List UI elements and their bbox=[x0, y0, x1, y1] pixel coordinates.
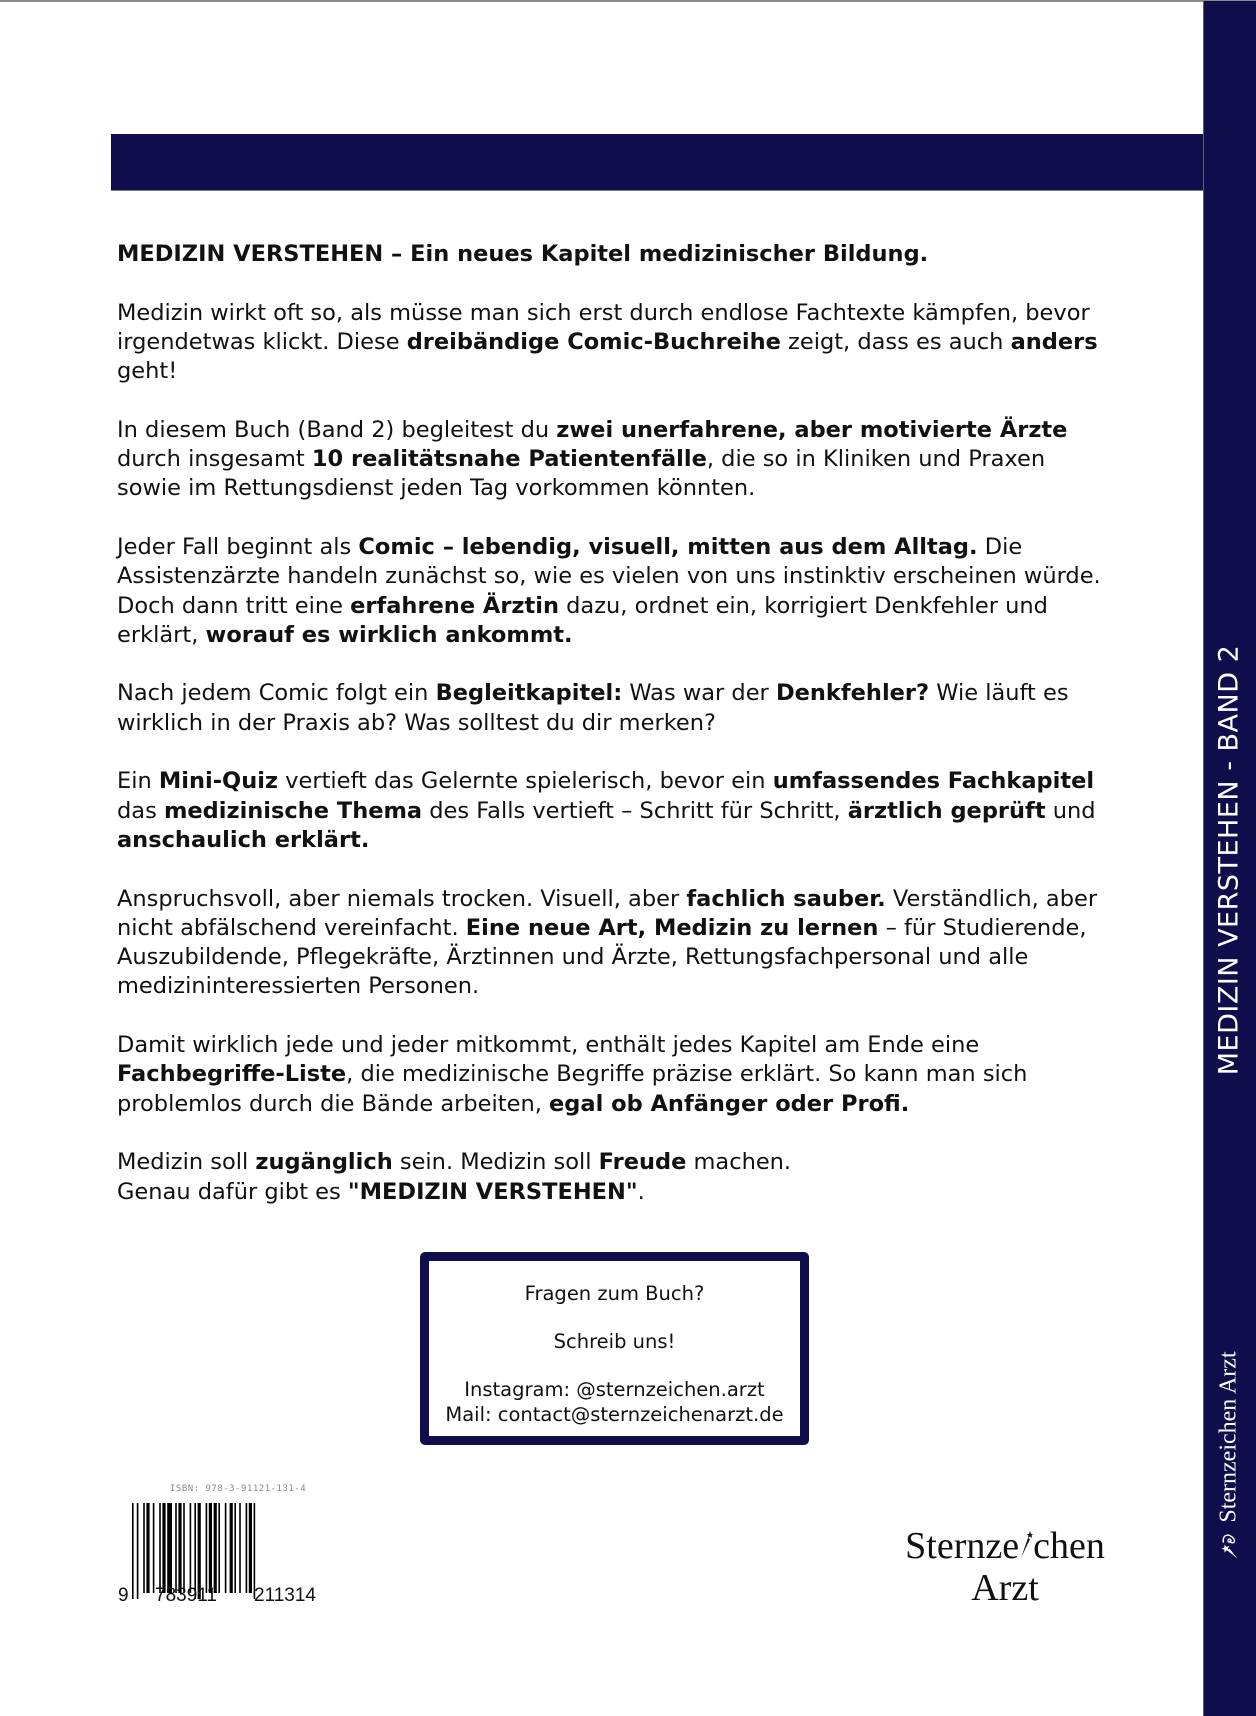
spine-title: MEDIZIN VERSTEHEN - BAND 2 bbox=[1213, 644, 1245, 1076]
publisher-logo-line2: Arzt bbox=[971, 1567, 1039, 1609]
barcode-prefix-digit: 9 bbox=[118, 1585, 129, 1606]
spine-brand bbox=[1216, 1351, 1243, 1560]
contact-question: Fragen zum Buch? bbox=[524, 1282, 705, 1305]
top-edge-line bbox=[0, 0, 1256, 2]
paragraph: In diesem Buch (Band 2) begleitest du zwei unerfahrene, aber motivierte Ärzte durch insgesamt 10 realitätsnahe Patientenfälle, die so in Kliniken und Praxen sowie im Rettungsdienst jeden Tag vorkommen könnten. bbox=[117, 416, 1068, 502]
paragraph: Medizin wirkt oft so, als müsse man sich erst durch endlose Fachtexte kämpfen, bevor irgendetwas klickt. Diese dreibändige Comic-Buchreihe zeigt, dass es auch anders geht! bbox=[117, 299, 1098, 385]
contact-mail[interactable]: Mail: contact@sternzeichenarzt.de bbox=[445, 1403, 784, 1426]
contact-box bbox=[420, 1252, 809, 1445]
paragraph: Damit wirklich jede und jeder mitkommt, enthält jedes Kapitel am Ende eine Fachbegriffe-Liste, die medizinische Begriffe präzise erklärt. So kann man sich problemlos durch die Bände arbeiten, egal ob Anfänger oder Profi. bbox=[117, 1032, 1028, 1117]
barcode-digits-right: 211314 bbox=[254, 1585, 316, 1606]
contact-cta: Schreib uns! bbox=[553, 1330, 676, 1353]
spine-brand-text: Sternzeichen Arzt bbox=[1215, 1351, 1242, 1523]
shooting-star-icon bbox=[1019, 1530, 1033, 1560]
publisher-logo: Sternze chen Arzt bbox=[880, 1525, 1130, 1609]
header-band bbox=[111, 134, 1203, 191]
paragraph: Nach jedem Comic folgt ein Begleitkapitel: Was war der Denkfehler? Wie läuft es wirklich in der Praxis ab? Was solltest du dir merken? bbox=[117, 680, 1069, 736]
paragraph: Ein Mini-Quiz vertieft das Gelernte spielerisch, bevor ein umfassendes Fachkapitel das medizinische Thema des Falls vertieft – Schritt für Schritt, ärztlich geprüft und anschaulich erklärt. bbox=[117, 768, 1096, 853]
contact-instagram[interactable]: Instagram: @sternzeichen.arzt bbox=[464, 1378, 765, 1401]
isbn-label: ISBN: 978-3-91121-131-4 bbox=[170, 1484, 307, 1494]
shooting-star-stethoscope-icon bbox=[1217, 1531, 1241, 1561]
paragraph: Anspruchsvoll, aber niemals trocken. Visuell, aber fachlich sauber. Verständlich, aber nicht abfälschend vereinfacht. Eine neue Art, Medizin zu lernen – für Studierende, Auszubildende, Pflegekräfte, Ärztinnen und Ärzte, Rettungsfachpersonal und alle medizininteressierten Personen. bbox=[117, 885, 1098, 1000]
headline: MEDIZIN VERSTEHEN – Ein neues Kapitel medizinischer Bildung. bbox=[117, 241, 929, 267]
barcode-digits-left: 783911 bbox=[155, 1585, 217, 1606]
paragraphs bbox=[117, 299, 1107, 1207]
paragraph: Jeder Fall beginnt als Comic – lebendig, visuell, mitten aus dem Alltag. Die Assistenzärzte handeln zunächst so, wie es vielen von uns instinktiv erscheinen würde. Doch dann tritt eine erfahrene Ärztin dazu, ordnet ein, korrigiert Denkfehler und erklärt, worauf es wirklich ankommt. bbox=[117, 533, 1101, 648]
paragraph: Medizin soll zugänglich sein. Medizin soll Freude machen. Genau dafür gibt es "MEDIZIN VERSTEHEN". bbox=[117, 1149, 792, 1205]
blurb-text bbox=[117, 240, 1107, 1236]
